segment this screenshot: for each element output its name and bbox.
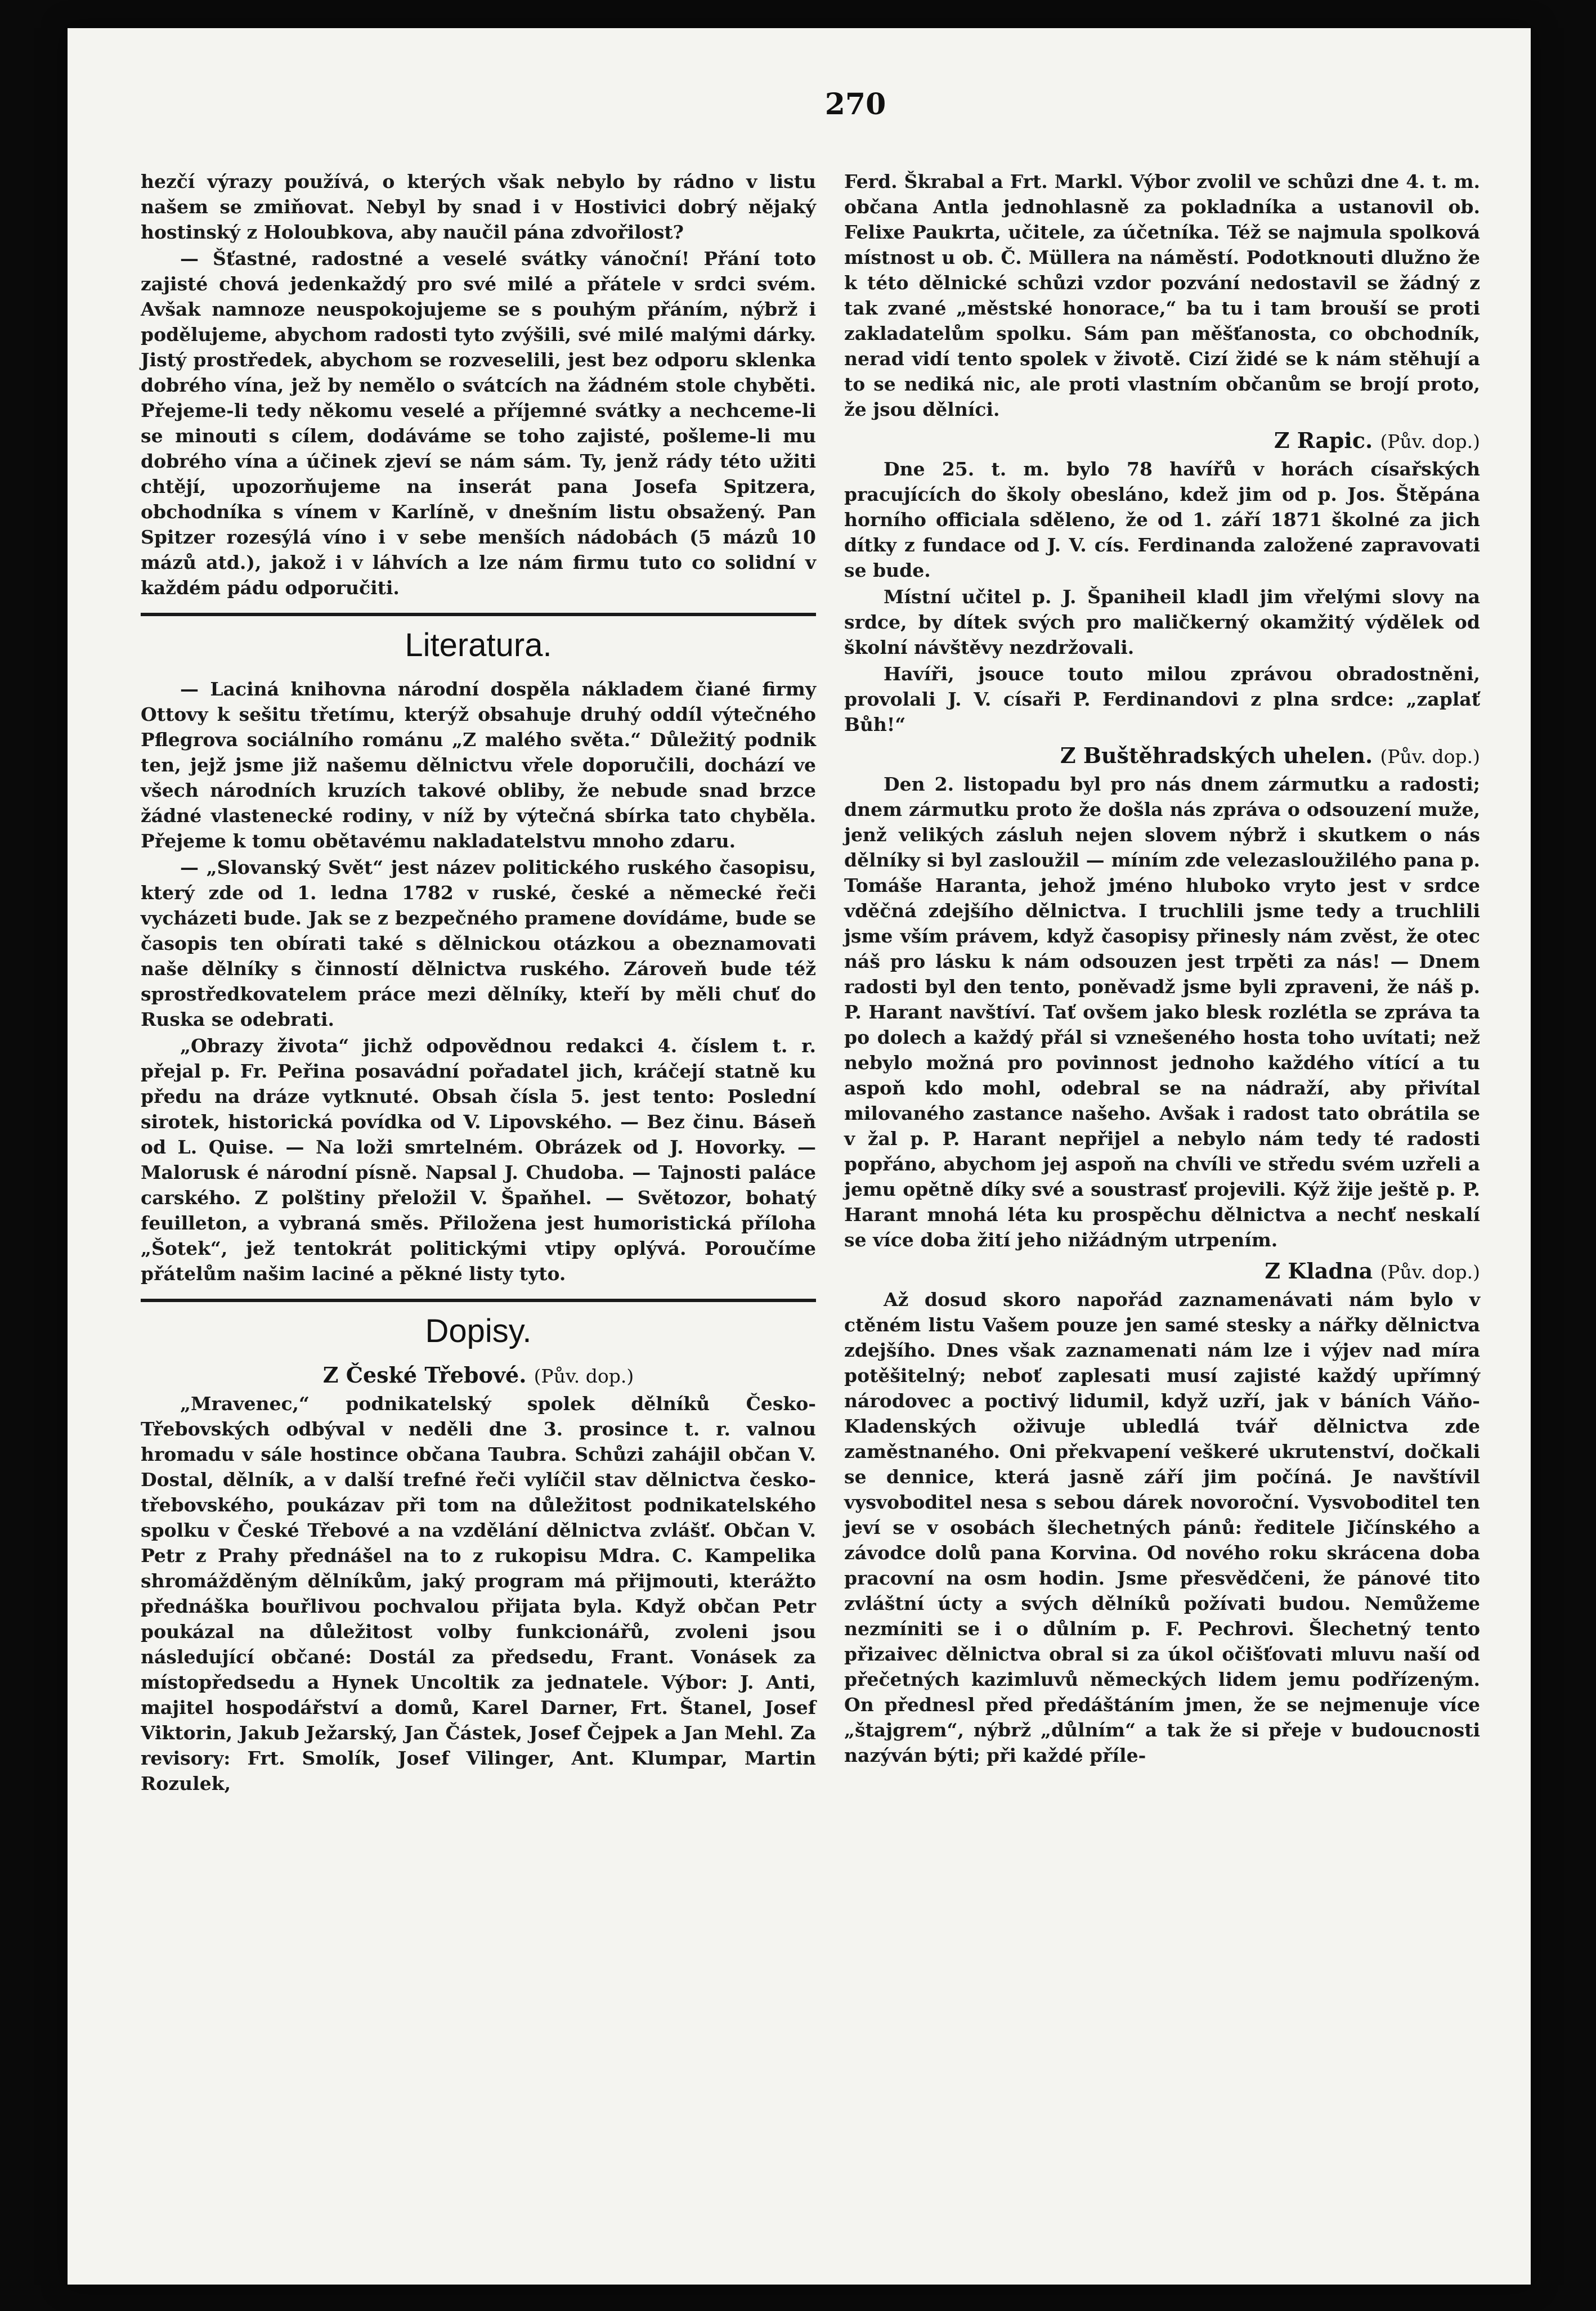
headline-title: Z Buštěhradských uhelen. bbox=[1060, 743, 1373, 768]
kladno-text: Až dosud skoro napořád zaznamenávati nám bylo v ctěném listu Vašem pouze jen samé stesky a nářky dělnictva zdejšího. Dnes však zaznamenati nám lze i výjev nad míra potěšitelný; neboť zaplesati musí zajisté každý upřímný národovec a poctivý lidumil, když uzří, jak v báních Váňo-Kladenských oživuje ubledlá tvář dělnictva zde zaměstnaného. Oni překvapení veškeré ukrutenství, dočkali se dennice, která jasně září jim počíná. Je navštívil vysvoboditel nesa s sebou dárek novoroční. Vysvoboditel ten jeví se v osobách šlechetných pánů: ředitele Jičínského a závodce dolů pana Korvina. Od nového roku skrácena doba pracovní na osm hodin. Jsme přesvědčeni, že pánové tito zvláštní úcty a svých dělníků požívati budou. Nemůžeme nezmíniti se i o důlním p. F. Pechrovi. Šlechetný tento přizaivec dělnictva obral si za úkol očišťovati mluvu naší od přečetných kazimluvů německých lidem jemu podřízeným. On přednesl před předáštáním jmen, že se nejmenuje více „štajgrem“, nýbrž „důlním“ a tak že si přeje v budoucnosti nazýván býti; při každé příle- bbox=[844, 1289, 1480, 1766]
dopisy-text: „Mravenec,“ podnikatelský spolek dělníků Česko-Třebovských odbýval v neděli dne 3. prosince t. r. valnou hromadu v sále hostince občana Taubra. Schůzi zahájil občan V. Dostal, dělník, a v další trefné řeči vylíčil stav dělnictva česko-třebovského, poukázav při tom na důležitost podnikatelského spolku v České Třebové a na vzdělání dělnictva zvlášť. Občan V. Petr z Prahy přednášel na to z rukopisu Mdra. C. Kampelika shromážděným dělníkům, jaký program má přijmouti, kterážto přednáška bouřlivou pochvalou přijata byla. Když občan Petr poukázal na důležitost volby funkcionářů, zvoleni jsou následující občané: Dostál za předsedu, Frant. Vonásek za místopředsedu a Hynek Uncoltik za jednatele. Výbor: J. Anti, majitel hospodářství a domů, Karel Darner, Frt. Štanel, Josef Viktorin, Jakub Ježarský, Jan Částek, Josef Čejpek a Jan Mehl. Za revisory: Frt. Smolík, Josef Vilinger, Ant. Klumpar, Martin Rozulek, bbox=[141, 1393, 816, 1794]
article-headline bbox=[844, 743, 1480, 768]
literatura-item-3: „Obrazy života“ jichž odpovědnou redakci 4. číslem t. r. přejal p. Fr. Peřina posavádní pořadatel jich, kráčejí statně ku předu na dráze vytknuté. Obsah čísla 5. jest tento: Poslední sirotek, historická povídka od V. Lipovského. — Bez činu. Báseň od L. Quise. — Na loži smrtelném. Obrázek od J. Hovorky. — Malorusk é národní písně. Napsal J. Chudoba. — Tajnosti paláce carského. Z polštiny přeložil V. Špaňhel. — Světozor, bohatý feuilleton, a vybraná směs. Přiložena jest humoristická příloha „Šotek“, jež tentokrát politickými vtipy oplývá. Poroučíme přátelům našim laciné a pěkné listy tyto. bbox=[141, 1035, 816, 1285]
rapic-paragraph-3: Havíři, jsouce touto milou zprávou obradostněni, provolali J. V. císaři P. Ferdinandovi z plna srdce: „zaplať Bůh!“ bbox=[844, 663, 1480, 735]
right-column bbox=[844, 169, 1480, 1768]
intro-paragraph-2: — Šťastné, radostné a veselé svátky vánoční! Přání toto zajisté chová jedenkaždý pro své milé a přátele v srdci svém. Avšak namnoze neuspokojujeme se s pouhým přáním, nýbrž i podělujeme, abychom radosti tyto zvýšili, své milé malými dárky. Jistý prostředek, abychom se rozveselili, jest bez odporu sklenka dobrého vína, jež by nemělo o svátcích na žádném stole chyběti. Přejeme-li tedy někomu veselé a příjemné svátky a nechceme-li se minouti s cílem, dodáváme se toho zajisté, pošleme-li mu dobrého vína a účinek zjeví se nám sám. Ty, jenž rády této užiti chtějí, upozorňujeme na inserát pana Josefa Spitzera, obchodníka s vínem v Karlíně, v dnešním listu obsažený. Pan Spitzer rozesýlá víno i v sebe menších nádobách (5 mázů 10 mázů atd.), jakož i v láhvích a lze nám firmu tuto co solidní v každém pádu odporučiti. bbox=[141, 248, 816, 599]
section-divider bbox=[141, 613, 816, 616]
headline-source: (Pův. dop.) bbox=[1380, 1261, 1480, 1283]
headline-title: Z Rapic. bbox=[1274, 428, 1373, 453]
continuation-paragraph: Ferd. Škrabal a Frt. Markl. Výbor zvolil ve schůzi dne 4. t. m. občana Antla jednohlasně za pokladníka a ustanovil ob. Felixe Paukrta, učitele, za účetníka. Též se najmula spolková místnost u ob. Č. Müllera na náměstí. Podotknouti dlužno že k této dělnické schůzi vzdor pozvání nedostavil se žádný z tak zvané „městské honorace,“ ba tu i tam brouší se proti zakladatelům spolku. Sám pan měšťanosta, co obchodník, nerad vidí tento spolek v životě. Cizí židé se k nám stěhují a to se nediká nic, ale proti vlastním občanům se brojí proto, že jsou dělníci. bbox=[844, 170, 1480, 420]
literatura-item-2: — „Slovanský Svět“ jest název politického ruského časopisu, který zde od 1. ledna 1782 v ruské, české a německé řeči vycházeti bude. Jak se z bezpečného pramene dovídáme, bude se časopis ten obírati také s dělnickou otázkou a obeznamovati naše dělníky s činností dělnictva ruského. Zároveň bude též sprostředkovatelem práce mezi dělníky, kteří by měli chuť do Ruska se odebrati. bbox=[141, 856, 816, 1030]
left-column bbox=[141, 169, 816, 1796]
page-number: 270 bbox=[824, 87, 886, 122]
intro-paragraph-1: hezčí výrazy používá, o kterých však nebylo by rádno v listu našem se zmiňovat. Nebyl by snad i v Hostivici dobrý nějaký hostinský z Holoubkova, aby naučil pána zdvořilost? bbox=[141, 170, 816, 243]
headline-source: (Pův. dop.) bbox=[1380, 430, 1480, 452]
article-headline bbox=[844, 428, 1480, 453]
headline-source: (Pův. dop.) bbox=[534, 1365, 634, 1387]
article-headline bbox=[844, 1258, 1480, 1284]
headline-source: (Pův. dop.) bbox=[1380, 746, 1480, 768]
literatura-item-1: — Laciná knihovna národní dospěla nákladem čiané firmy Ottovy k sešitu třetímu, kterýž obsahuje druhý oddíl výtečného Pflegrova sociálního románu „Z malého světa.“ Důležitý podnik ten, jejž jsme již našemu dělnictvu vřele doporučili, dochází ve všech národních kruzích takové obliby, že nebude snad brzce žádné vlastenecké rodiny, v níž by výtečná sbírka tato chyběla. Přejeme k tomu obětavému nakladatelstvu mnoho zdaru. bbox=[141, 678, 816, 852]
headline-title: Z Kladna bbox=[1265, 1258, 1373, 1284]
rapic-paragraph-1: Dne 25. t. m. bylo 78 havířů v horách císařských pracujících do školy obesláno, kdež jim od p. Jos. Štěpána horního officiala sděleno, že od 1. září 1871 školné za jich dítky z fundace od J. V. cís. Ferdinanda založené zapravovati se bude. bbox=[844, 458, 1480, 581]
dopisy-heading: Dopisy. bbox=[425, 1313, 532, 1349]
article-headline bbox=[141, 1362, 816, 1388]
bustehrad-text: Den 2. listopadu byl pro nás dnem zármutku a radosti; dnem zármutku proto že došla nás zpráva o odsouzení muže, jenž velikých zásluh nejen slovem nýbrž i skutkem o nás dělníky si byl zasloužil — míním zde velezasloužilého pana p. Tomáše Haranta, jehož jméno hluboko vryto jest v srdce vděčná zdejšího dělnictva. I truchlili jsme tedy a truchlili jsme vším právem, když časopisy přinesly nám zvěst, že otec náš pro lásku k nám odsouzen jest trpěti za nás! — Dnem radosti byl den tento, poněvadž jsme byli zpraveni, že náš p. P. Harant navštíví. Tať ovšem jako blesk rozlétla se zpráva ta po dolech a každý přál si vznešeného hosta toho uvítati; než nebylo možná pro povinnost jednoho každého vítící a tu aspoň kdo mohl, odebral se na nádraží, aby přivítal milovaného zastance našeho. Avšak i radost tato obrátila se v žal p. P. Harant nepřijel a nebylo nám tedy té radosti popřáno, abychom jej aspoň na chvíli ve středu svém uzřeli a jemu opětně díky své a soustrasť projevili. Kýž žije ještě p. P. Harant mnohá léta ku prospěchu dělnictva a nechť neskalí se více doba žití jeho nižádným utrpením. bbox=[844, 773, 1480, 1251]
headline-title: Z České Třebové. bbox=[322, 1362, 527, 1388]
newspaper-page bbox=[68, 28, 1531, 2285]
rapic-paragraph-2: Místní učitel p. J. Španiheil kladl jim vřelými slovy na srdce, by dítek svých pro maličkerný okamžitý výdělek od školní návštěvy nezdržovali. bbox=[844, 586, 1480, 658]
literatura-heading: Literatura. bbox=[405, 627, 552, 663]
section-divider bbox=[141, 1299, 816, 1302]
